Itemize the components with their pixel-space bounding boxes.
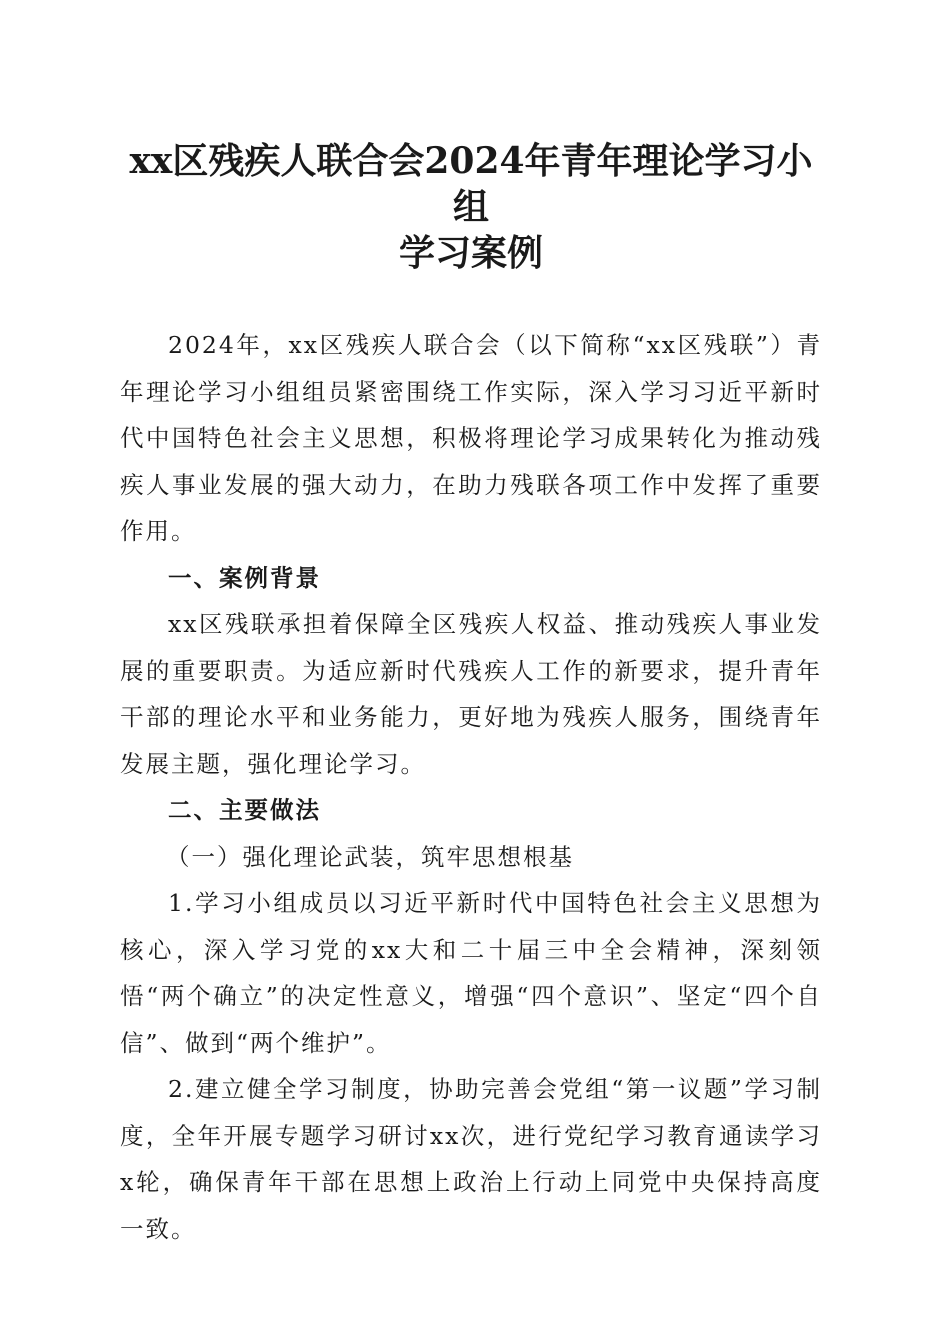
title-line-2: 学习案例	[398, 232, 543, 274]
document-title	[120, 138, 822, 276]
document-body	[120, 322, 822, 1252]
subsection-1-heading: （一）强化理论武装，筑牢思想根基	[166, 842, 574, 871]
item-2-paragraph: 2.建立健全学习制度，协助完善会党组“第一议题”学习制度，全年开展专题学习研讨xx次，进行党纪学习教育通读学习x轮，确保青年干部在思想上政治上行动上同党中央保持高度一致。	[120, 1075, 822, 1243]
section-1-paragraph: xx区残联承担着保障全区残疾人权益、推动残疾人事业发展的重要职责。为适应新时代残疾人工作的新要求，提升青年干部的理论水平和业务能力，更好地为残疾人服务，围绕青年发展主题，强化理论学习。	[120, 610, 822, 778]
document-page	[120, 138, 822, 1252]
title-line-1: xx区残疾人联合会2024年青年理论学习小组	[129, 140, 813, 228]
section-2-heading: 二、主要做法	[168, 796, 321, 824]
section-1-heading: 一、案例背景	[168, 563, 321, 592]
item-1-paragraph: 1.学习小组成员以习近平新时代中国特色社会主义思想为核心，深入学习党的xx大和二十届三中全会精神，深刻领悟“两个确立”的决定性意义，增强“四个意识”、坚定“四个自信”、做到“两个维护”。	[120, 889, 822, 1057]
intro-paragraph: 2024年，xx区残疾人联合会（以下简称“xx区残联”）青年理论学习小组组员紧密围绕工作实际，深入学习习近平新时代中国特色社会主义思想，积极将理论学习成果转化为推动残疾人事业发展的强大动力，在助力残联各项工作中发挥了重要作用。	[120, 331, 822, 545]
